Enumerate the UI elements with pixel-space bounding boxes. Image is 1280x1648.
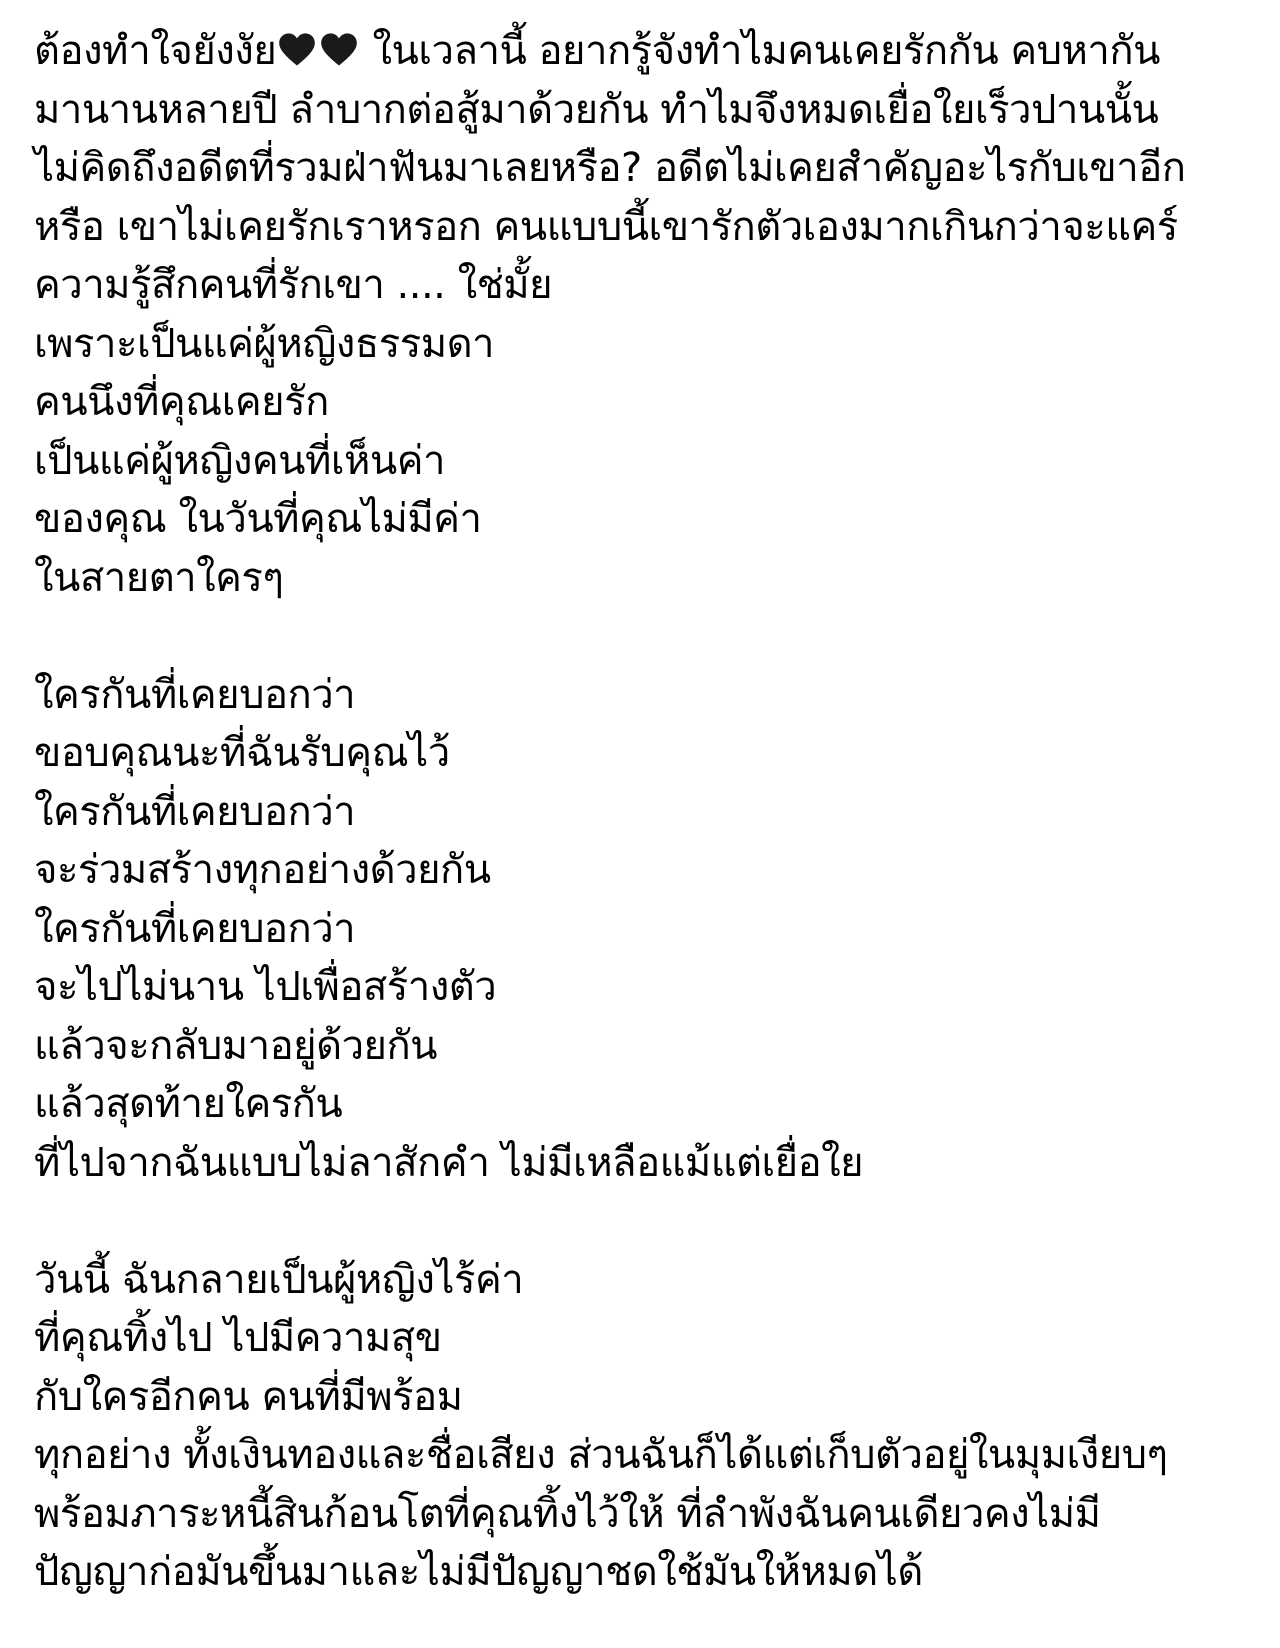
post-line: วันนี้ ฉันกลายเป็นผู้หญิงไร้ค่า (34, 1256, 524, 1303)
post-line: หรือ เขาไม่เคยรักเราหรอก คนแบบนี้เขารักตัวเองมากเกินกว่าจะแคร์ (34, 203, 1178, 250)
post-line-1-text: ต้องทำใจยังงัย (34, 28, 277, 74)
post-line: กับใครอีกคน คนที่มีพร้อม (34, 1373, 463, 1420)
post-line-1 (34, 22, 1254, 81)
post-line: มานานหลายปี ลำบากต่อสู้มาด้วยกัน ทำไมจึงหมดเยื่อใยเร็วปานนั้น (34, 86, 1159, 133)
post-line: ในสายตาใครๆ (34, 554, 284, 601)
post-line: จะร่วมสร้างทุกอย่างด้วยกัน (34, 847, 491, 893)
post-line: ทุกอย่าง ทั้งเงินทองและชื่อเสียง ส่วนฉันก็ได้แต่เก็บตัวอยู่ในมุมเงียบๆ (34, 1432, 1168, 1478)
post-line: ที่คุณทิ้งไป ไปมีความสุข (34, 1315, 442, 1361)
black-heart-icon (278, 32, 316, 68)
post-line: ใครกันที่เคยบอกว่า (34, 788, 356, 835)
post-line: พร้อมภาระหนี้สินก้อนโตที่คุณทิ้งไว้ให้ ที่ลำพังฉันคนเดียวคงไม่มี (34, 1490, 1101, 1537)
black-heart-icon (320, 32, 358, 68)
post-line-1-rest: ในเวลานี้ อยากรู้จังทำไมคนเคยรักกัน คบหากัน (360, 28, 1160, 74)
post-line: ใครกันที่เคยบอกว่า (34, 905, 356, 952)
post-body (34, 22, 1254, 1602)
paragraph-break (34, 607, 1254, 666)
post-line: เพราะเป็นแค่ผู้หญิงธรรมดา (34, 320, 495, 367)
post-line: จะไปไม่นาน ไปเพื่อสร้างตัว (34, 964, 497, 1010)
post-line: ใครกันที่เคยบอกว่า (34, 671, 356, 718)
paragraph-break (34, 1192, 1254, 1251)
post-line: ปัญญาก่อมันขึ้นมาและไม่มีปัญญาชดใช้มันให้หมดได้ (34, 1549, 923, 1595)
post-line: แล้วสุดท้ายใครกัน (34, 1081, 343, 1127)
post-line: ความรู้สึกคนที่รักเขา .... ใช่มั้ย (34, 262, 553, 308)
post-line: ที่ไปจากฉันแบบไม่ลาสักคำ ไม่มีเหลือแม้แต่เยื่อใย (34, 1139, 864, 1186)
post-line: ไม่คิดถึงอดีตที่รวมฝ่าฟันมาเลยหรือ? อดีตไม่เคยสำคัญอะไรกับเขาอีก (34, 145, 1186, 191)
post-line: คนนึงที่คุณเคยรัก (34, 379, 329, 425)
post-line: แล้วจะกลับมาอยู่ด้วยกัน (34, 1022, 438, 1069)
post-line: เป็นแค่ผู้หญิงคนที่เห็นค่า (34, 437, 445, 484)
post-line: ขอบคุณนะที่ฉันรับคุณไว้ (34, 730, 450, 776)
post-line: ของคุณ ในวันที่คุณไม่มีค่า (34, 496, 482, 542)
